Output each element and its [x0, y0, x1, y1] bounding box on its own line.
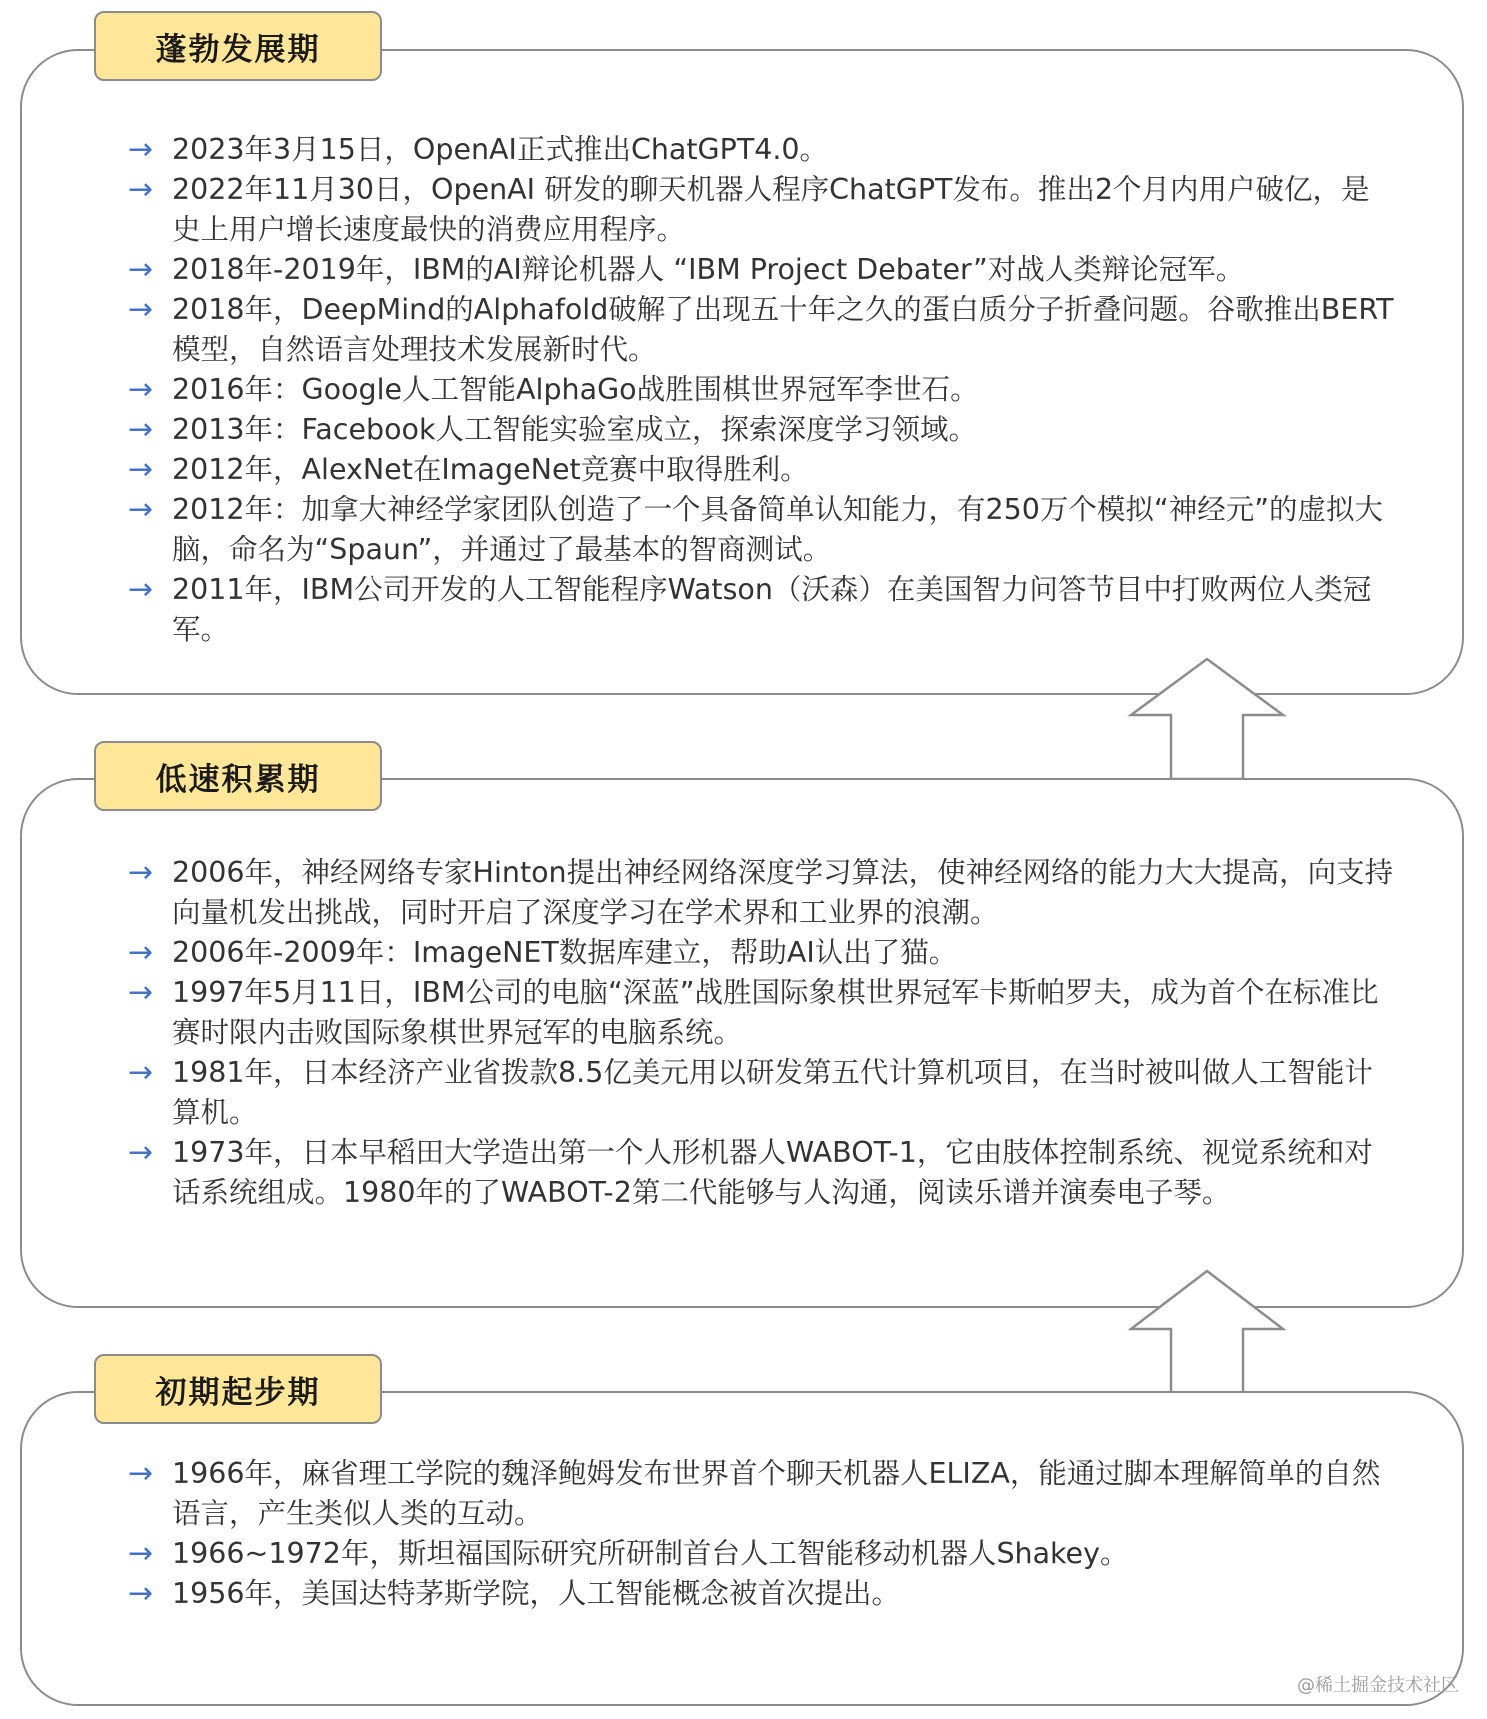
- timeline-item-text: 2012年，AlexNet在ImageNet竞赛中取得胜利。: [172, 453, 809, 486]
- timeline-item: [128, 1454, 1398, 1534]
- timeline-item-text: 1981年，日本经济产业省拨款8.5亿美元用以研发第五代计算机项目，在当时被叫做人工智能计算机。: [172, 1056, 1373, 1129]
- watermark: @稀土掘金技术社区: [1297, 1675, 1459, 1696]
- arrow-right-icon: →: [128, 935, 154, 970]
- arrow-right-icon: →: [128, 372, 154, 407]
- arrow-right-icon: →: [128, 1536, 154, 1571]
- arrow-right-icon: →: [128, 1576, 154, 1611]
- timeline-item-text: 2023年3月15日，OpenAI正式推出ChatGPT4.0。: [172, 133, 829, 166]
- timeline-item-text: 2013年：Facebook人工智能实验室成立，探索深度学习领域。: [172, 413, 977, 446]
- timeline-item-text: 2011年，IBM公司开发的人工智能程序Watson（沃森）在美国智力问答节目中打败两位人类冠军。: [172, 573, 1372, 646]
- timeline-item-text: 1956年，美国达特茅斯学院，人工智能概念被首次提出。: [172, 1577, 901, 1610]
- timeline-item: [128, 450, 1398, 490]
- stage-list-initial: [128, 1454, 1398, 1614]
- timeline-item: [128, 933, 1398, 973]
- timeline-item-text: 2018年，DeepMind的Alphafold破解了出现五十年之久的蛋白质分子折叠问题。谷歌推出BERT模型，自然语言处理技术发展新时代。: [172, 293, 1394, 366]
- timeline-item: [128, 170, 1398, 250]
- timeline-item-text: 2012年：加拿大神经学家团队创造了一个具备简单认知能力，有250万个模拟“神经元”的虚拟大脑，命名为“Spaun”，并通过了最基本的智商测试。: [172, 493, 1383, 566]
- timeline-item-text: 2006年，神经网络专家Hinton提出神经网络深度学习算法，使神经网络的能力大大提高，向支持向量机发出挑战，同时开启了深度学习在学术界和工业界的浪潮。: [172, 856, 1394, 929]
- timeline-item-text: 1973年，日本早稻田大学造出第一个人形机器人WABOT-1，它由肢体控制系统、视觉系统和对话系统组成。1980年的了WABOT-2第二代能够与人沟通，阅读乐谱并演奏电子琴。: [172, 1136, 1373, 1209]
- timeline-item-text: 1966年，麻省理工学院的魏泽鲍姆发布世界首个聊天机器人ELIZA，能通过脚本理解简单的自然语言，产生类似人类的互动。: [172, 1457, 1381, 1530]
- timeline-item: [128, 1534, 1398, 1574]
- arrow-right-icon: →: [128, 252, 154, 287]
- stage-title-boom: 蓬勃发展期: [94, 11, 382, 81]
- timeline-item: [128, 130, 1398, 170]
- stage-title-slow: 低速积累期: [94, 741, 382, 811]
- arrow-right-icon: →: [128, 1456, 154, 1491]
- timeline-item: [128, 290, 1398, 370]
- arrow-right-icon: →: [128, 572, 154, 607]
- timeline-item: [128, 1133, 1398, 1213]
- arrow-right-icon: →: [128, 452, 154, 487]
- arrow-right-icon: →: [128, 1135, 154, 1170]
- arrow-right-icon: →: [128, 855, 154, 890]
- arrow-right-icon: →: [128, 172, 154, 207]
- stage-list-boom: [128, 130, 1398, 650]
- arrow-right-icon: →: [128, 412, 154, 447]
- timeline-item: [128, 853, 1398, 933]
- timeline-item-text: 1966~1972年，斯坦福国际研究所研制首台人工智能移动机器人Shakey。: [172, 1537, 1129, 1570]
- timeline-item: [128, 410, 1398, 450]
- timeline-item: [128, 570, 1398, 650]
- timeline-item: [128, 490, 1398, 570]
- timeline-item-text: 2006年-2009年：ImageNET数据库建立，帮助AI认出了猫。: [172, 936, 958, 969]
- up-arrow-icon: [1127, 655, 1287, 781]
- arrow-right-icon: →: [128, 132, 154, 167]
- timeline-item-text: 1997年5月11日，IBM公司的电脑“深蓝”战胜国际象棋世界冠军卡斯帕罗夫，成为首个在标准比赛时限内击败国际象棋世界冠军的电脑系统。: [172, 976, 1379, 1049]
- arrow-right-icon: →: [128, 492, 154, 527]
- arrow-right-icon: →: [128, 1055, 154, 1090]
- up-arrow-icon: [1127, 1267, 1287, 1395]
- timeline-item-text: 2016年：Google人工智能AlphaGo战胜围棋世界冠军李世石。: [172, 373, 979, 406]
- timeline-item: [128, 1053, 1398, 1133]
- timeline-item: [128, 250, 1398, 290]
- arrow-right-icon: →: [128, 975, 154, 1010]
- timeline-item-text: 2018年-2019年，IBM的AI辩论机器人 “IBM Project Debater”对战人类辩论冠军。: [172, 253, 1245, 286]
- stage-list-slow: [128, 853, 1398, 1213]
- timeline-item: [128, 973, 1398, 1053]
- stage-title-initial: 初期起步期: [94, 1354, 382, 1424]
- arrow-right-icon: →: [128, 292, 154, 327]
- timeline-item: [128, 370, 1398, 410]
- timeline-item: [128, 1574, 1398, 1614]
- timeline-item-text: 2022年11月30日，OpenAI 研发的聊天机器人程序ChatGPT发布。推出2个月内用户破亿，是史上用户增长速度最快的消费应用程序。: [172, 173, 1370, 246]
